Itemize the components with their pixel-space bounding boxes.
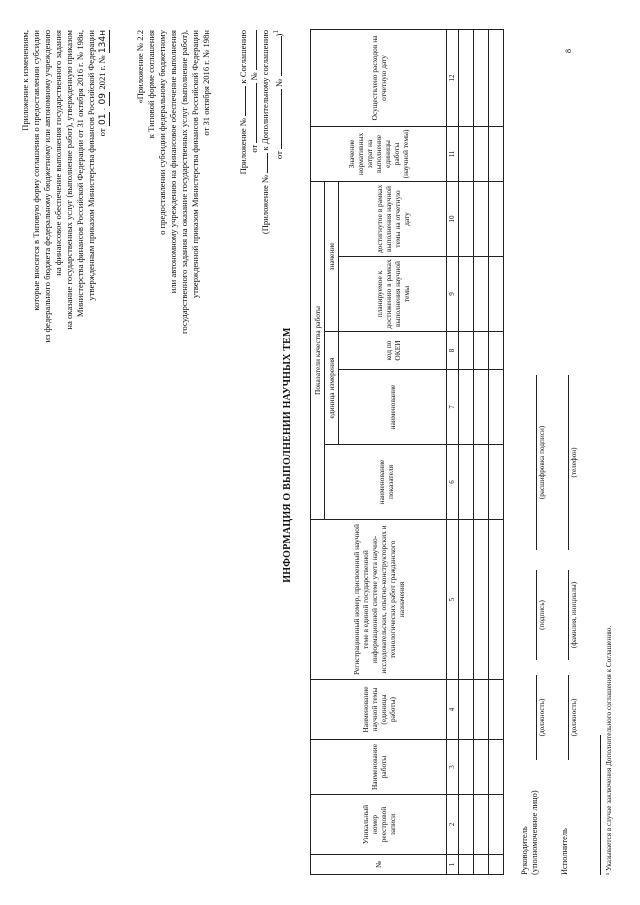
- blank-field: [267, 153, 268, 173]
- column-number: 9: [447, 257, 459, 332]
- header-row: [311, 29, 325, 874]
- footnote: ¹ Указывается в случае заключения Дополнительного соглашения к Соглашению.: [605, 625, 613, 875]
- date-year: 2021 г. №: [97, 55, 107, 90]
- caption-signature: (подпись): [538, 600, 546, 630]
- header-line: или автономному учреждению на финансовое обеспечение выполнения: [168, 30, 178, 294]
- appendix-no-label: (Приложение №: [260, 174, 270, 235]
- head-label: Руководитель: [520, 826, 529, 875]
- header-line: государственного задания на оказание государственных услуг (выполнение работ),: [179, 30, 189, 334]
- date-label: от: [249, 144, 259, 153]
- appendix-no-label: Приложение №: [238, 117, 248, 175]
- col-indicator-name: наименование показателя: [325, 445, 447, 520]
- agreement-line: [249, 30, 260, 325]
- footnote-mark: 1: [272, 30, 280, 34]
- science-topics-table: [310, 29, 504, 875]
- header-line: Министерства финансов Российской Федерации от 31 октября 2016 г. № 198н,: [75, 30, 85, 318]
- amendment-header: [20, 30, 110, 505]
- caption-position: (должность): [538, 698, 546, 737]
- date-label: от: [273, 151, 284, 160]
- col-number: №: [311, 855, 447, 875]
- column-number: 11: [447, 126, 459, 181]
- header-line: на финансовое обеспечение выполнения государственного задания: [53, 30, 63, 276]
- col-achieved-value: достигнутое в рамках выполнения научной темы на отчетную дату: [339, 181, 447, 256]
- order-date-line: от 01 . 09 2021 г. № 134н: [97, 30, 108, 137]
- number-label: №: [273, 78, 284, 87]
- closing-paren: ): [273, 33, 284, 37]
- caption-position: (должность): [570, 698, 578, 737]
- col-registration-number: Регистрационный номер, присвоенный научной теме в единой государственной информационной системе учета научно-исследовательских, опытно-конструкторских и технологических работ гражданского назначения: [311, 520, 447, 680]
- group-value: значение: [325, 181, 339, 331]
- caption-phone: (телефон): [570, 447, 578, 478]
- executor-label: Исполнитель: [560, 828, 569, 875]
- column-number: 2: [447, 795, 459, 855]
- date-day: 01: [98, 113, 108, 125]
- header-line: о предоставлении субсидии федеральному бюджетному: [157, 30, 167, 235]
- blank-field: [245, 86, 246, 116]
- column-number: 5: [447, 520, 459, 680]
- header-line: от 31 октября 2016 г. № 198н: [201, 30, 211, 136]
- header-line: Приложение к изменениям,: [20, 30, 30, 131]
- rotated-document: [20, 25, 620, 885]
- executor-position-line: [568, 675, 569, 760]
- agreement-reference: [238, 30, 285, 325]
- agreement-line: [260, 30, 271, 325]
- executor-phone-line: [568, 375, 569, 550]
- header-line: из федерального бюджета федеральному бюджетному или автономному учреждению: [42, 30, 52, 343]
- col-expenses: Осуществлено расходов на отчетную дату: [311, 29, 447, 126]
- executor-name-line: [568, 570, 569, 660]
- column-number: 7: [447, 370, 459, 445]
- blank-field: [256, 83, 257, 143]
- supplementary-label: к Дополнительному соглашению: [260, 30, 270, 151]
- head-decode-line: [536, 375, 537, 550]
- group-unit: единица измерения: [325, 332, 339, 445]
- col-topic-name: Наименование научной темы (единицы работы): [311, 680, 447, 740]
- column-number: 12: [447, 29, 459, 126]
- date-month: 09: [98, 93, 108, 105]
- head-position-line: [536, 675, 537, 760]
- document-title: ИНФОРМАЦИЯ О ВЫПОЛНЕНИИ НАУЧНЫХ ТЕМ: [282, 327, 293, 583]
- col-work-name: Наименование работы: [311, 740, 447, 795]
- group-quality-indicators: Показатели качества работы: [311, 181, 325, 519]
- head-sub-label: (уполномоченное лицо): [530, 790, 539, 875]
- caption-decode: (расшифровка подписи): [538, 425, 546, 500]
- col-planned-value: планируемое к достижению в рамках выполнения научной темы: [339, 257, 447, 332]
- header-line: к Типовой форме соглашения: [146, 30, 156, 139]
- header-line: «Приложение № 2.2: [135, 30, 145, 104]
- date-prefix: от: [97, 128, 107, 137]
- page-number: 8: [564, 49, 573, 53]
- col-normative-costs: Значение нормативных затрат на выполнение единицы работы (научной темы): [311, 126, 447, 181]
- agreement-line: [238, 30, 249, 325]
- appendix-header: [135, 30, 212, 405]
- column-number: 1: [447, 855, 459, 875]
- column-number: 4: [447, 680, 459, 740]
- col-unique-number: Уникальный номер реестровой записи: [311, 795, 447, 855]
- column-number: 6: [447, 445, 459, 520]
- header-line: утвержденным приказом Министерства финансов Российской Федерации: [86, 30, 96, 301]
- head-signature-line: [536, 570, 537, 660]
- table-row: [459, 29, 474, 874]
- caption-fio: (фамилия, инициалы): [570, 581, 578, 649]
- agreement-label: к Соглашению: [238, 30, 248, 84]
- header-line: утвержденной приказом Министерства финансов Российской Федерации: [190, 30, 200, 299]
- order-number: 134н: [98, 30, 108, 54]
- column-number: 3: [447, 740, 459, 795]
- column-number: 8: [447, 332, 459, 370]
- footnote-separator: [600, 735, 601, 875]
- col-okei-code: код по ОКЕИ: [339, 332, 447, 370]
- header-line: на оказание государственных услуг (выполнение работ), утвержденную приказом: [64, 30, 74, 330]
- header-line: которые вносятся в Типовую форму соглашения о предоставлении субсидии: [31, 30, 41, 311]
- table-row: [474, 29, 489, 874]
- table-row: [489, 29, 504, 874]
- number-label: №: [249, 72, 259, 81]
- blank-field: [256, 30, 257, 70]
- column-number: 10: [447, 181, 459, 256]
- col-unit-name: наименование: [339, 370, 447, 445]
- column-numbers-row: [447, 29, 459, 874]
